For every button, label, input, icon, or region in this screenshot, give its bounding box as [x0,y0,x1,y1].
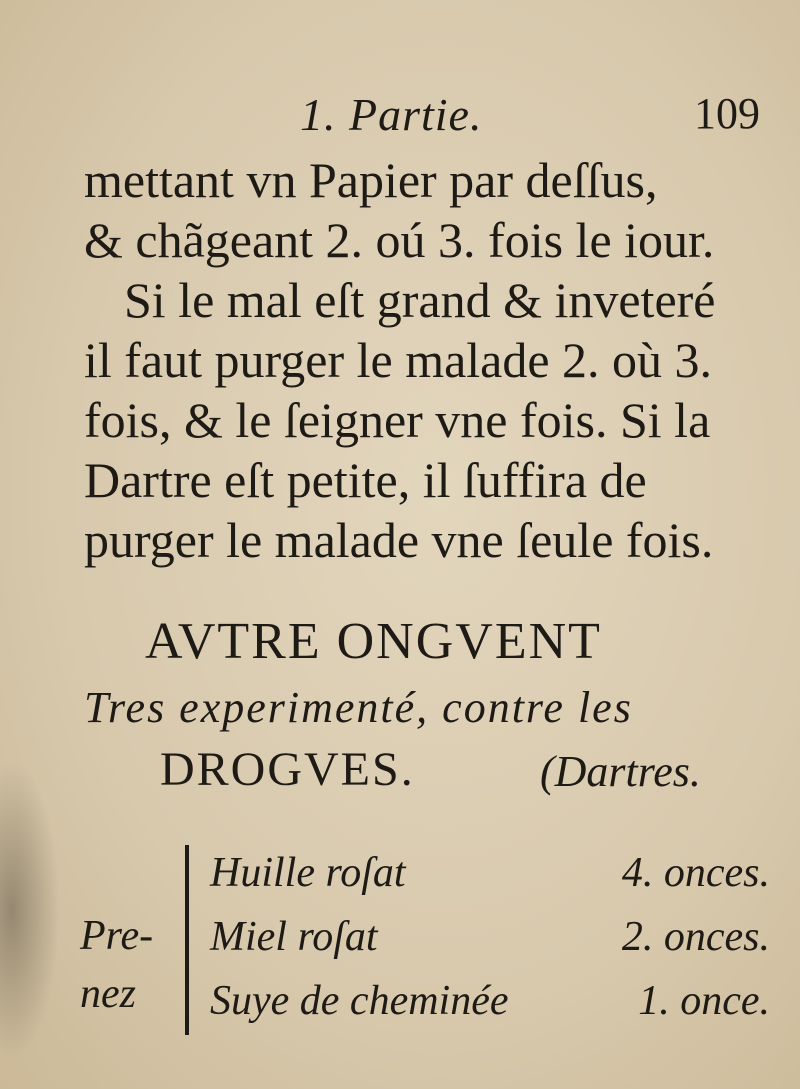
section-subtitle-continued [160,742,780,802]
prenez-line-2: nez [80,971,136,1017]
recipe-item [210,977,770,1033]
ingredient-quantity: 2. onces. [621,914,770,960]
prenez-label [80,907,153,1023]
recipe-item [210,913,770,969]
ingredient-quantity: 1. once. [638,978,770,1024]
ingredient-name: Huille roſat [210,850,406,896]
text-line: il faut purger le malade 2. où 3. [84,332,713,388]
drogues-label: DROGVES. [160,743,415,796]
text-line: Si le mal eſt grand & inveteré [124,272,716,328]
running-head: 1. Partie. [300,89,483,140]
recipe-item [210,849,770,905]
text-line: fois, & le ſeigner vne fois. Si la [84,392,711,448]
body-paragraph [84,150,764,570]
text-line: Dartre eſt petite, il ſuffira de [84,452,647,508]
recipe-list [70,845,770,1045]
text-line: & chãgeant 2. oú 3. fois le iour. [84,212,715,268]
ingredient-name: Suye de cheminée [210,978,509,1024]
page-number: 109 [694,89,760,138]
ingredient-quantity: 4. onces. [621,850,770,896]
page-header [0,88,800,148]
dartres-label: (Dartres. [540,747,701,796]
section-subtitle: Tres experimenté, contre les [84,683,633,732]
page-stain [0,760,60,1060]
recipe-bracket [185,845,189,1035]
section-heading: AVTRE ONGVENT [145,613,602,670]
text-line: purger le malade vne ſeule fois. [84,512,714,568]
text-line: mettant vn Papier par deſſus, [84,152,658,208]
ingredient-name: Miel roſat [210,914,378,960]
prenez-line-1: Pre- [80,913,154,959]
